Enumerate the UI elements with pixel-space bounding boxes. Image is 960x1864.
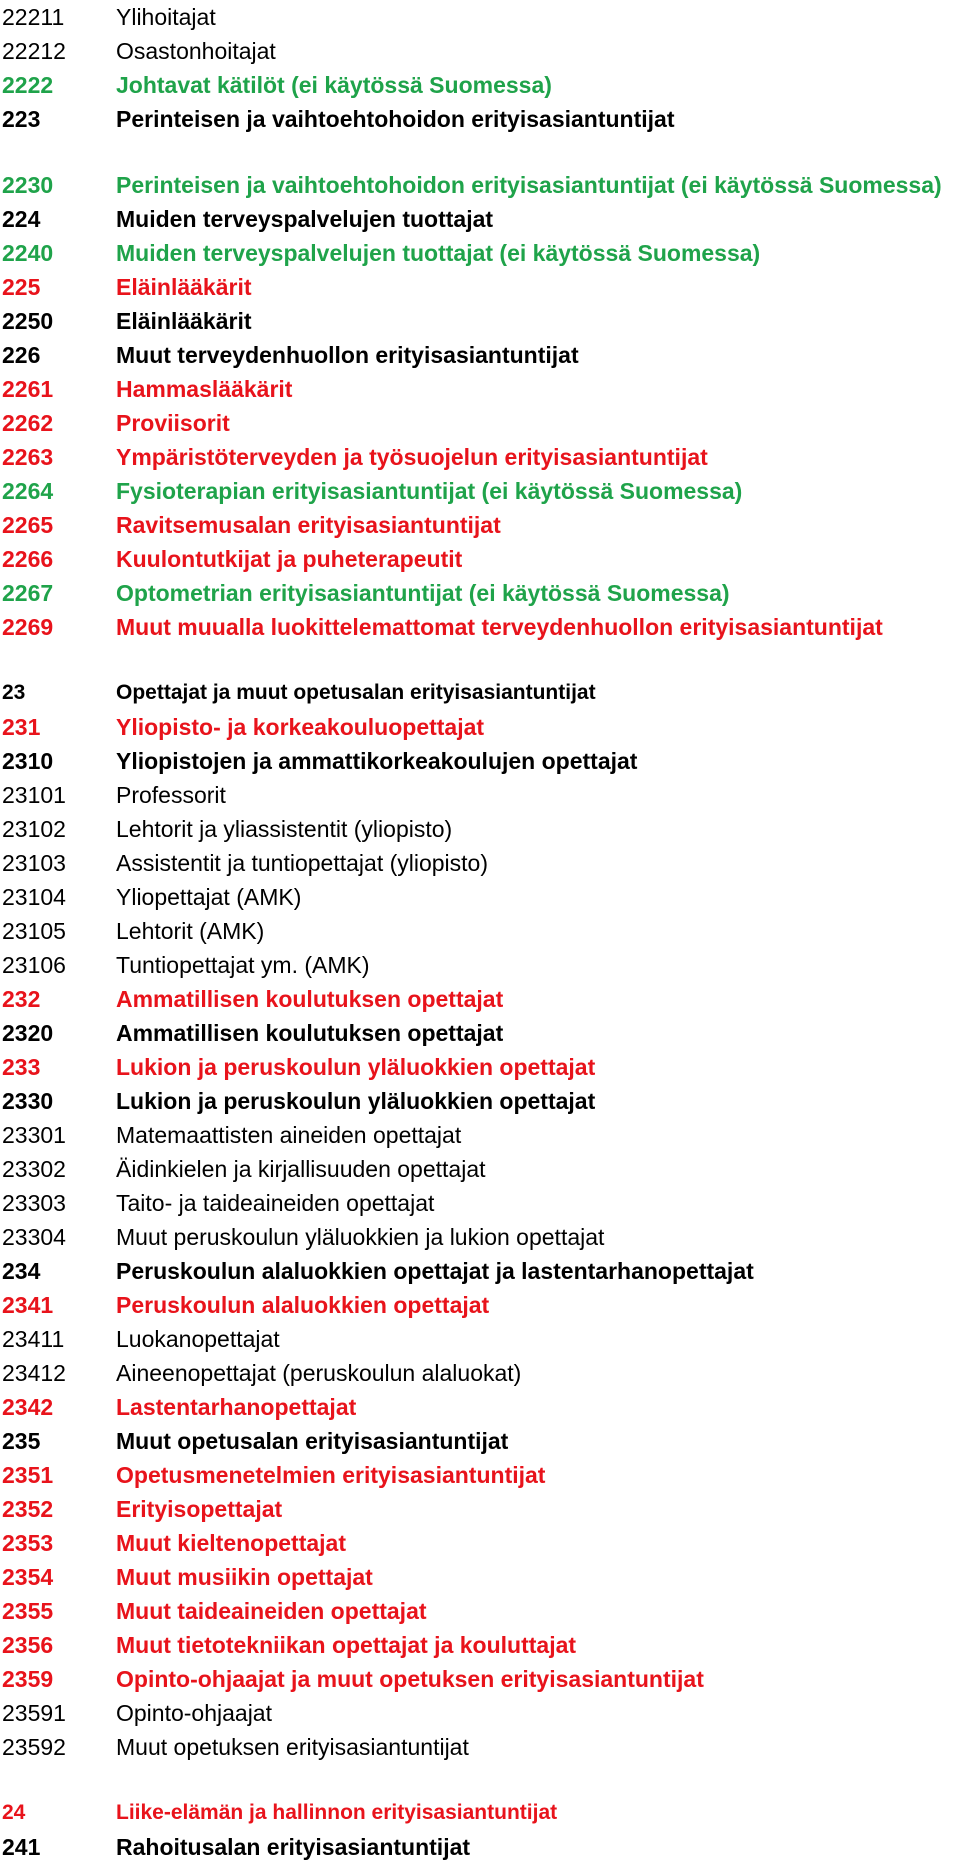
occupation-label: Äidinkielen ja kirjallisuuden opettajat — [116, 1156, 486, 1182]
occupation-label: Opinto-ohjaajat ja muut opetuksen erityisasiantuntijat — [116, 1666, 704, 1692]
occupation-label: Muut kieltenopettajat — [116, 1530, 347, 1556]
occupation-label: Ravitsemusalan erityisasiantuntijat — [116, 512, 501, 538]
list-item — [0, 1288, 960, 1322]
occupation-label: Ammatillisen koulutuksen opettajat — [116, 986, 504, 1012]
list-item — [0, 406, 960, 440]
occupation-code: 23102 — [2, 816, 66, 842]
occupation-code: 2222 — [2, 72, 54, 98]
list-item — [0, 1118, 960, 1152]
occupation-code: 2355 — [2, 1598, 54, 1624]
occupation-code: 231 — [2, 714, 41, 740]
list-item — [0, 914, 960, 948]
occupation-label: Johtavat kätilöt (ei käytössä Suomessa) — [116, 72, 552, 98]
occupation-code: 2310 — [2, 748, 54, 774]
occupation-label: Aineenopettajat (peruskoulun alaluokat) — [116, 1360, 522, 1386]
list-item — [0, 1390, 960, 1424]
occupation-code: 23 — [2, 681, 26, 704]
occupation-label: Lastentarhanopettajat — [116, 1394, 357, 1420]
occupation-code: 23303 — [2, 1190, 66, 1216]
occupation-code: 2266 — [2, 546, 54, 572]
occupation-code: 2267 — [2, 580, 54, 606]
occupation-label: Peruskoulun alaluokkien opettajat ja lastentarhanopettajat — [116, 1258, 754, 1284]
occupation-label: Liike-elämän ja hallinnon erityisasiantuntijat — [116, 1801, 558, 1824]
occupation-label: Lukion ja peruskoulun yläluokkien opettajat — [116, 1088, 596, 1114]
occupation-label: Hammaslääkärit — [116, 376, 293, 402]
list-item — [0, 1186, 960, 1220]
occupation-label: Proviisorit — [116, 410, 230, 436]
occupation-code: 2269 — [2, 614, 54, 640]
occupation-code: 224 — [2, 206, 41, 232]
occupation-code: 23302 — [2, 1156, 66, 1182]
occupation-label: Perinteisen ja vaihtoehtohoidon erityisasiantuntijat (ei käytössä Suomessa) — [116, 172, 942, 198]
list-item — [0, 372, 960, 406]
list-item — [0, 744, 960, 778]
occupation-label: Osastonhoitajat — [116, 38, 276, 64]
occupation-label: Lehtorit (AMK) — [116, 918, 265, 944]
occupation-code: 2230 — [2, 172, 54, 198]
list-item — [0, 1492, 960, 1526]
list-item — [0, 0, 960, 34]
occupation-code: 2240 — [2, 240, 54, 266]
occupation-code: 23412 — [2, 1360, 66, 1386]
list-item — [0, 1254, 960, 1288]
occupation-code: 2359 — [2, 1666, 54, 1692]
occupation-code: 2352 — [2, 1496, 54, 1522]
occupation-label: Opinto-ohjaajat — [116, 1700, 272, 1726]
occupation-code: 2342 — [2, 1394, 54, 1420]
list-item — [0, 1050, 960, 1084]
list-item — [0, 880, 960, 914]
occupation-label: Rahoitusalan erityisasiantuntijat — [116, 1834, 471, 1860]
list-item — [0, 1356, 960, 1390]
occupation-label: Professorit — [116, 782, 226, 808]
occupation-code: 2262 — [2, 410, 54, 436]
occupation-label: Opettajat ja muut opetusalan erityisasiantuntijat — [116, 681, 596, 704]
occupation-label: Muut tietotekniikan opettajat ja kouluttajat — [116, 1632, 577, 1658]
list-item — [0, 610, 960, 644]
list-item — [0, 338, 960, 372]
occupation-label: Ammatillisen koulutuksen opettajat — [116, 1020, 504, 1046]
list-item — [0, 1696, 960, 1730]
occupation-label: Lukion ja peruskoulun yläluokkien opettajat — [116, 1054, 596, 1080]
occupation-code: 23411 — [2, 1326, 65, 1352]
list-item — [0, 1322, 960, 1356]
list-item — [0, 1764, 960, 1830]
occupation-label: Opetusmenetelmien erityisasiantuntijat — [116, 1462, 546, 1488]
occupation-label: Matemaattisten aineiden opettajat — [116, 1122, 462, 1148]
list-item — [0, 542, 960, 576]
occupation-code: 23104 — [2, 884, 66, 910]
list-item — [0, 1560, 960, 1594]
list-item — [0, 102, 960, 136]
occupation-code: 23103 — [2, 850, 66, 876]
occupation-label: Assistentit ja tuntiopettajat (yliopisto) — [116, 850, 489, 876]
list-item — [0, 1526, 960, 1560]
list-item — [0, 710, 960, 744]
occupation-code: 23101 — [2, 782, 66, 808]
list-item — [0, 1830, 960, 1864]
occupation-code: 23591 — [2, 1700, 66, 1726]
list-item — [0, 68, 960, 102]
list-item — [0, 846, 960, 880]
occupation-code: 2341 — [2, 1292, 54, 1318]
occupation-label: Muut taideaineiden opettajat — [116, 1598, 427, 1624]
list-item — [0, 440, 960, 474]
list-item — [0, 1424, 960, 1458]
occupation-label: Optometrian erityisasiantuntijat (ei käytössä Suomessa) — [116, 580, 730, 606]
occupation-label: Muut terveydenhuollon erityisasiantuntijat — [116, 342, 579, 368]
occupation-code: 2264 — [2, 478, 54, 504]
occupation-code: 234 — [2, 1258, 41, 1284]
occupation-code: 23304 — [2, 1224, 66, 1250]
list-item — [0, 236, 960, 270]
occupation-label: Muiden terveyspalvelujen tuottajat — [116, 206, 494, 232]
list-item — [0, 474, 960, 508]
list-item — [0, 1458, 960, 1492]
occupation-code: 233 — [2, 1054, 41, 1080]
occupation-code: 2250 — [2, 308, 54, 334]
occupation-code: 23301 — [2, 1122, 66, 1148]
occupation-label: Erityisopettajat — [116, 1496, 283, 1522]
list-item — [0, 778, 960, 812]
occupation-code: 2265 — [2, 512, 54, 538]
occupation-code: 23592 — [2, 1734, 66, 1760]
occupation-code: 235 — [2, 1428, 41, 1454]
list-item — [0, 508, 960, 542]
list-item — [0, 948, 960, 982]
list-item — [0, 1016, 960, 1050]
occupation-code: 2320 — [2, 1020, 54, 1046]
occupation-code: 232 — [2, 986, 41, 1012]
occupation-label: Muut muualla luokittelemattomat terveydenhuollon erityisasiantuntijat — [116, 614, 883, 640]
occupation-label: Eläinlääkärit — [116, 308, 252, 334]
list-item — [0, 644, 960, 710]
occupation-code: 2330 — [2, 1088, 54, 1114]
occupation-label: Yliopisto- ja korkeakouluopettajat — [116, 714, 485, 740]
list-item — [0, 1152, 960, 1186]
list-item — [0, 1220, 960, 1254]
occupation-code: 241 — [2, 1834, 41, 1860]
list-item — [0, 1628, 960, 1662]
occupation-code: 2263 — [2, 444, 54, 470]
occupation-label: Ylihoitajat — [116, 4, 216, 30]
occupation-label: Muut peruskoulun yläluokkien ja lukion opettajat — [116, 1224, 605, 1250]
occupation-code: 2356 — [2, 1632, 54, 1658]
list-item — [0, 202, 960, 236]
occupation-code: 23105 — [2, 918, 66, 944]
occupation-code: 226 — [2, 342, 41, 368]
occupation-code: 22212 — [2, 38, 66, 64]
occupation-label: Perinteisen ja vaihtoehtohoidon erityisasiantuntijat — [116, 106, 675, 132]
occupation-code: 2351 — [2, 1462, 54, 1488]
list-item — [0, 34, 960, 68]
occupation-label: Yliopistojen ja ammattikorkeakoulujen opettajat — [116, 748, 638, 774]
list-item — [0, 270, 960, 304]
list-item — [0, 812, 960, 846]
list-item — [0, 304, 960, 338]
list-item — [0, 1730, 960, 1764]
occupation-code: 2261 — [2, 376, 54, 402]
list-item — [0, 1594, 960, 1628]
occupation-label: Muiden terveyspalvelujen tuottajat (ei käytössä Suomessa) — [116, 240, 761, 266]
list-item — [0, 982, 960, 1016]
occupation-code: 23106 — [2, 952, 66, 978]
occupation-code: 2353 — [2, 1530, 54, 1556]
occupation-label: Kuulontutkijat ja puheterapeutit — [116, 546, 463, 572]
occupation-label: Ympäristöterveyden ja työsuojelun erityisasiantuntijat — [116, 444, 708, 470]
occupation-label: Luokanopettajat — [116, 1326, 280, 1352]
list-item — [0, 576, 960, 610]
occupation-label: Taito- ja taideaineiden opettajat — [116, 1190, 435, 1216]
occupation-code: 24 — [2, 1801, 26, 1824]
occupation-label: Fysioterapian erityisasiantuntijat (ei käytössä Suomessa) — [116, 478, 743, 504]
list-item — [0, 136, 960, 202]
occupation-label: Muut opetusalan erityisasiantuntijat — [116, 1428, 509, 1454]
occupation-label: Yliopettajat (AMK) — [116, 884, 302, 910]
occupation-code: 225 — [2, 274, 41, 300]
occupation-label: Peruskoulun alaluokkien opettajat — [116, 1292, 490, 1318]
occupation-label: Muut opetuksen erityisasiantuntijat — [116, 1734, 469, 1760]
occupation-code: 223 — [2, 106, 41, 132]
occupation-label: Tuntiopettajat ym. (AMK) — [116, 952, 370, 978]
occupation-label: Eläinlääkärit — [116, 274, 252, 300]
occupation-label: Muut musiikin opettajat — [116, 1564, 373, 1590]
occupation-label: Lehtorit ja yliassistentit (yliopisto) — [116, 816, 453, 842]
occupation-code: 22211 — [2, 4, 65, 30]
occupation-code: 2354 — [2, 1564, 54, 1590]
list-item — [0, 1662, 960, 1696]
list-item — [0, 1084, 960, 1118]
